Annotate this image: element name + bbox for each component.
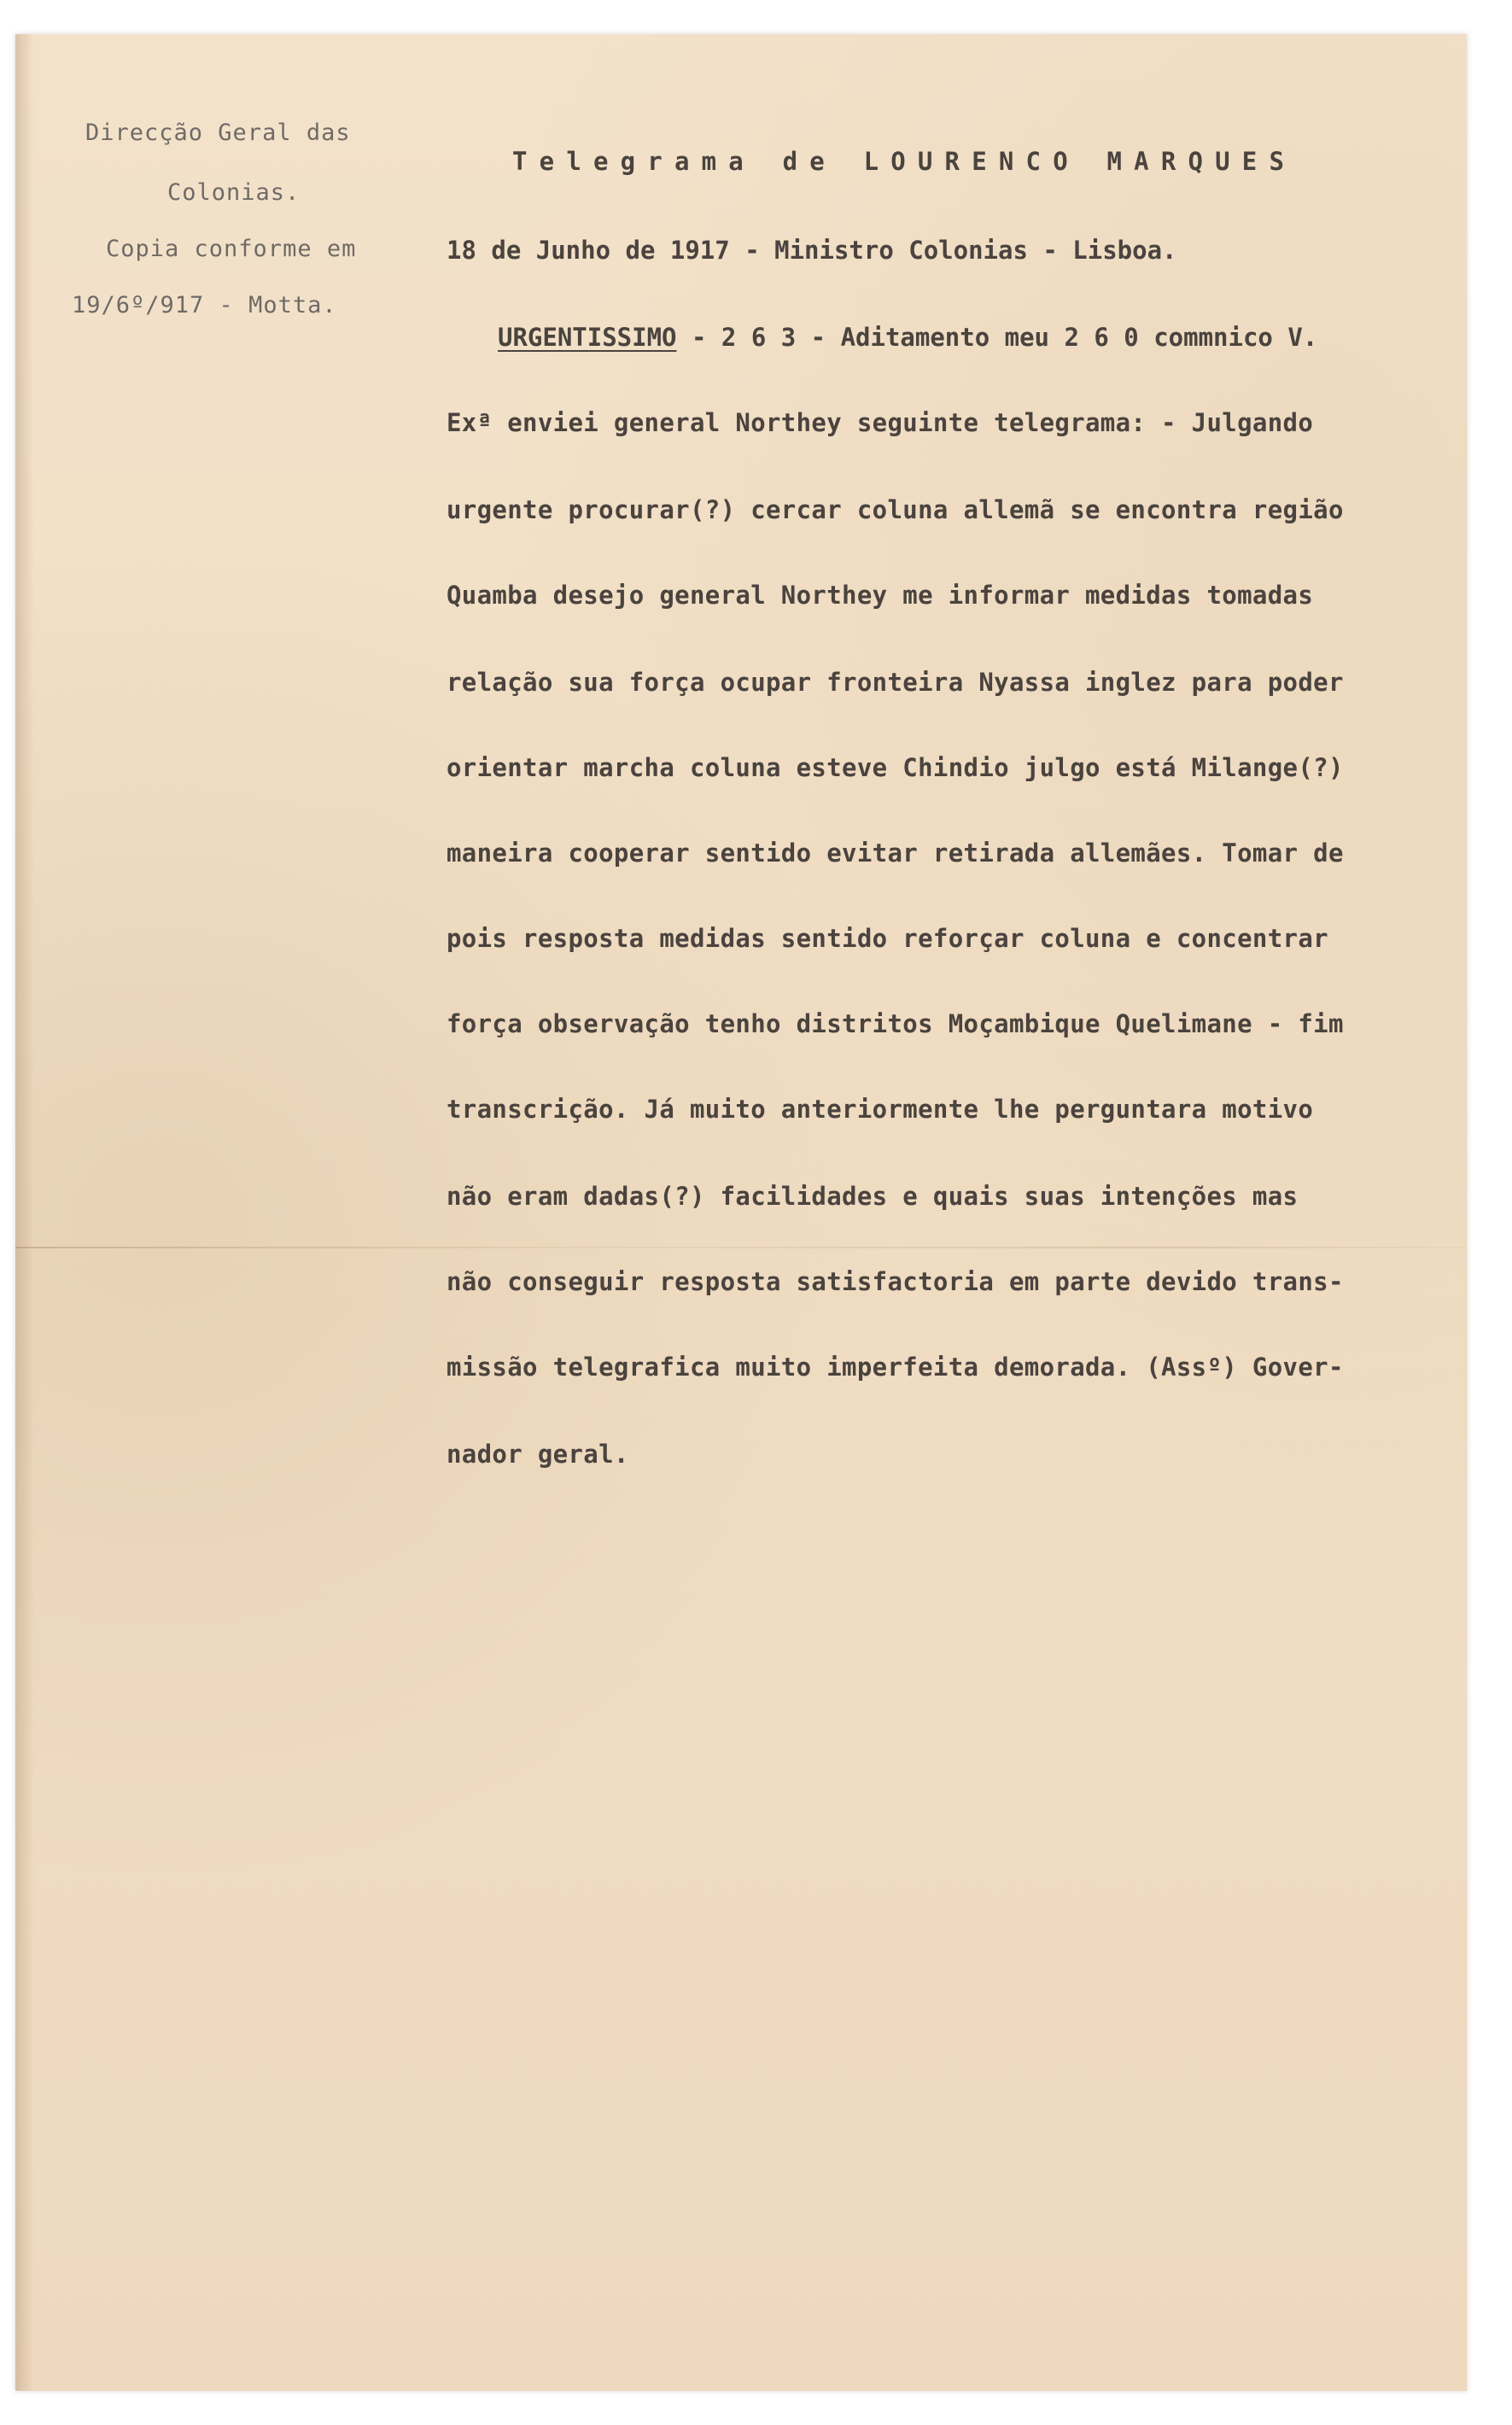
body-line-4: relação sua força ocupar fronteira Nyassa inglez para poder — [447, 668, 1344, 697]
body-line-3: Quamba desejo general Northey me informar medidas tomadas — [447, 581, 1314, 610]
margin-note-line-1: Direcção Geral das — [85, 120, 351, 146]
body-line-12: missão telegrafica muito imperfeita demorada. (Assº) Gover- — [447, 1353, 1344, 1382]
body-line-2: urgente procurar(?) cercar coluna allemã se encontra região — [447, 495, 1344, 524]
body-line-9: transcrição. Já muito anteriormente lhe perguntara motivo — [447, 1095, 1314, 1124]
urgent-line — [498, 323, 1317, 352]
date-line: 18 de Junho de 1917 - Ministro Colonias - Lisboa. — [447, 236, 1177, 265]
body-line-6: maneira cooperar sentido evitar retirada allemães. Tomar de — [447, 839, 1344, 868]
body-line-5: orientar marcha coluna esteve Chindio julgo está Milange(?) — [447, 753, 1344, 782]
body-line-8: força observação tenho distritos Moçambique Quelimane - fim — [447, 1009, 1344, 1038]
body-line-1: Exª enviei general Northey seguinte telegrama: - Julgando — [447, 408, 1314, 437]
margin-note-line-2: Colonias. — [167, 179, 301, 206]
body-line-13: nador geral. — [447, 1440, 629, 1469]
urgent-line-rest: - 2 6 3 - Aditamento meu 2 6 0 commnico V. — [676, 323, 1318, 352]
body-line-11: não conseguir resposta satisfactoria em parte devido trans- — [447, 1267, 1344, 1296]
fold-crease — [15, 1247, 1467, 1248]
body-line-7: pois resposta medidas sentido reforçar coluna e concentrar — [447, 924, 1328, 953]
page-edge-shadow — [15, 34, 34, 2391]
body-line-10: não eram dadas(?) facilidades e quais suas intenções mas — [447, 1182, 1299, 1211]
margin-note-line-4: 19/6º/917 - Motta. — [72, 292, 337, 318]
margin-note-line-3: Copia conforme em — [106, 236, 357, 262]
urgent-label: URGENTISSIMO — [498, 323, 677, 352]
telegram-title: Telegrama de LOURENCO MARQUES — [512, 147, 1297, 176]
document-page — [15, 34, 1467, 2391]
